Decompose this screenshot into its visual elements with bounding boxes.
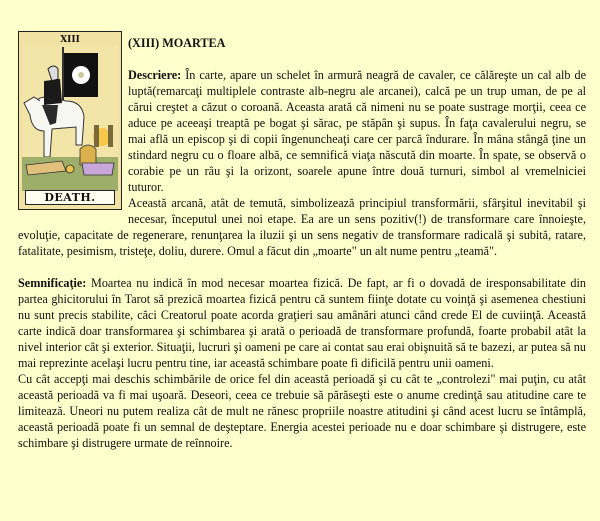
meaning-paragraph-2 bbox=[18, 371, 586, 451]
meaning-text: Moartea nu indică în mod necesar moartea fizică. De fapt, ar fi o dovadă de iresponsabilitate din partea ghicitorului în Tarot să prezică moartea fizică pentru că suntem fiinţe dotate cu voinţă şi asemenea chestiuni nu sunt precis stabilite, căci Creatorul poate acorda graţieri sau amânări atunci când crede El de cuviinţă. Această carte indică doar transformarea şi schimbarea şi arată o perioadă de transformare profundă, foarte probabil atât la nivel interior cât şi exterior. Situaţii, lucruri şi oameni pe care ai contat sau erai obişnuită să te bazezi, ar putea să nu mai reprezinte acelaşi lucru pentru tine, iar această schimbare poate fi dificilă pentru unii oameni. bbox=[18, 276, 586, 370]
card-numeral: XIII bbox=[60, 35, 80, 45]
description-text-2: Această arcană, atât de temută, simbolizează principiul transformării, sfârşitul inevitabil şi necesar, începutul unei noi etape. Ea are un sens pozitiv(!) de transformare care înnoieşte, evoluţie, capacitate de regenerare, renunţarea la iluzii şi un sens negativ de transformare radicală şi subită, ratare, fatalitate, pesimism, tristeţe, doliu, durere. Omul a făcut din „moarte" un alt nume pentru „teamă". bbox=[18, 196, 586, 258]
death-tarot-card-image bbox=[18, 31, 122, 210]
meaning-label: Semnificaţie: bbox=[18, 276, 87, 290]
meaning-text-2: Cu cât accepţi mai deschis schimbările de orice fel din această perioadă şi cu cât te „controlezi" mai puţin, cu atât această perioadă va fi mai uşoară. Deseori, ceea ce trebuie să părăseşti este o anume credinţă sau atitudine care te limitează. Uneori nu putem realiza cât de mult ne rănesc propriile noastre atitudini şi când acest lucru se întâmplă, această perioadă poate fi un semnal de deşteptare. Energia acestei perioade nu e doar schimbare şi distrugere, este schimbare şi distrugere urmate de reînnoire. bbox=[18, 372, 586, 450]
paragraph-spacer bbox=[18, 259, 586, 275]
description-label: Descriere: bbox=[128, 68, 182, 82]
article-title: (XIII) MOARTEA bbox=[128, 36, 226, 50]
death-rider-illustration bbox=[22, 45, 118, 191]
meaning-paragraph bbox=[18, 275, 586, 371]
card-name-label: DEATH. bbox=[25, 190, 115, 205]
description-text: În carte, apare un schelet în armură neagră de cavaler, ce călăreşte un cal alb de luptă(remarcaţi multiplele contraste alb-negru ale arcanei), calcă pe un trup uman, de pe al cărui creştet a căzut o coroană. Aceasta arată că nimeni nu se poate sustrage morţii, ceea ce aduce pe aceeaşi treaptă pe bogat şi sărac, pe stăpân şi supus. În faţa cavalerului negru, se mai află un episcop şi di copii îngenuncheaţi care cer parcă îndurare. În mâna stângă ţine un stindard negru cu o floare albă, ce semnifică viaţa născută din moarte. În spate, se observă o corabie pe un râu şi la orizont, soarele apune între două turnuri, simbol al vremelniciei tuturor. bbox=[128, 68, 586, 194]
